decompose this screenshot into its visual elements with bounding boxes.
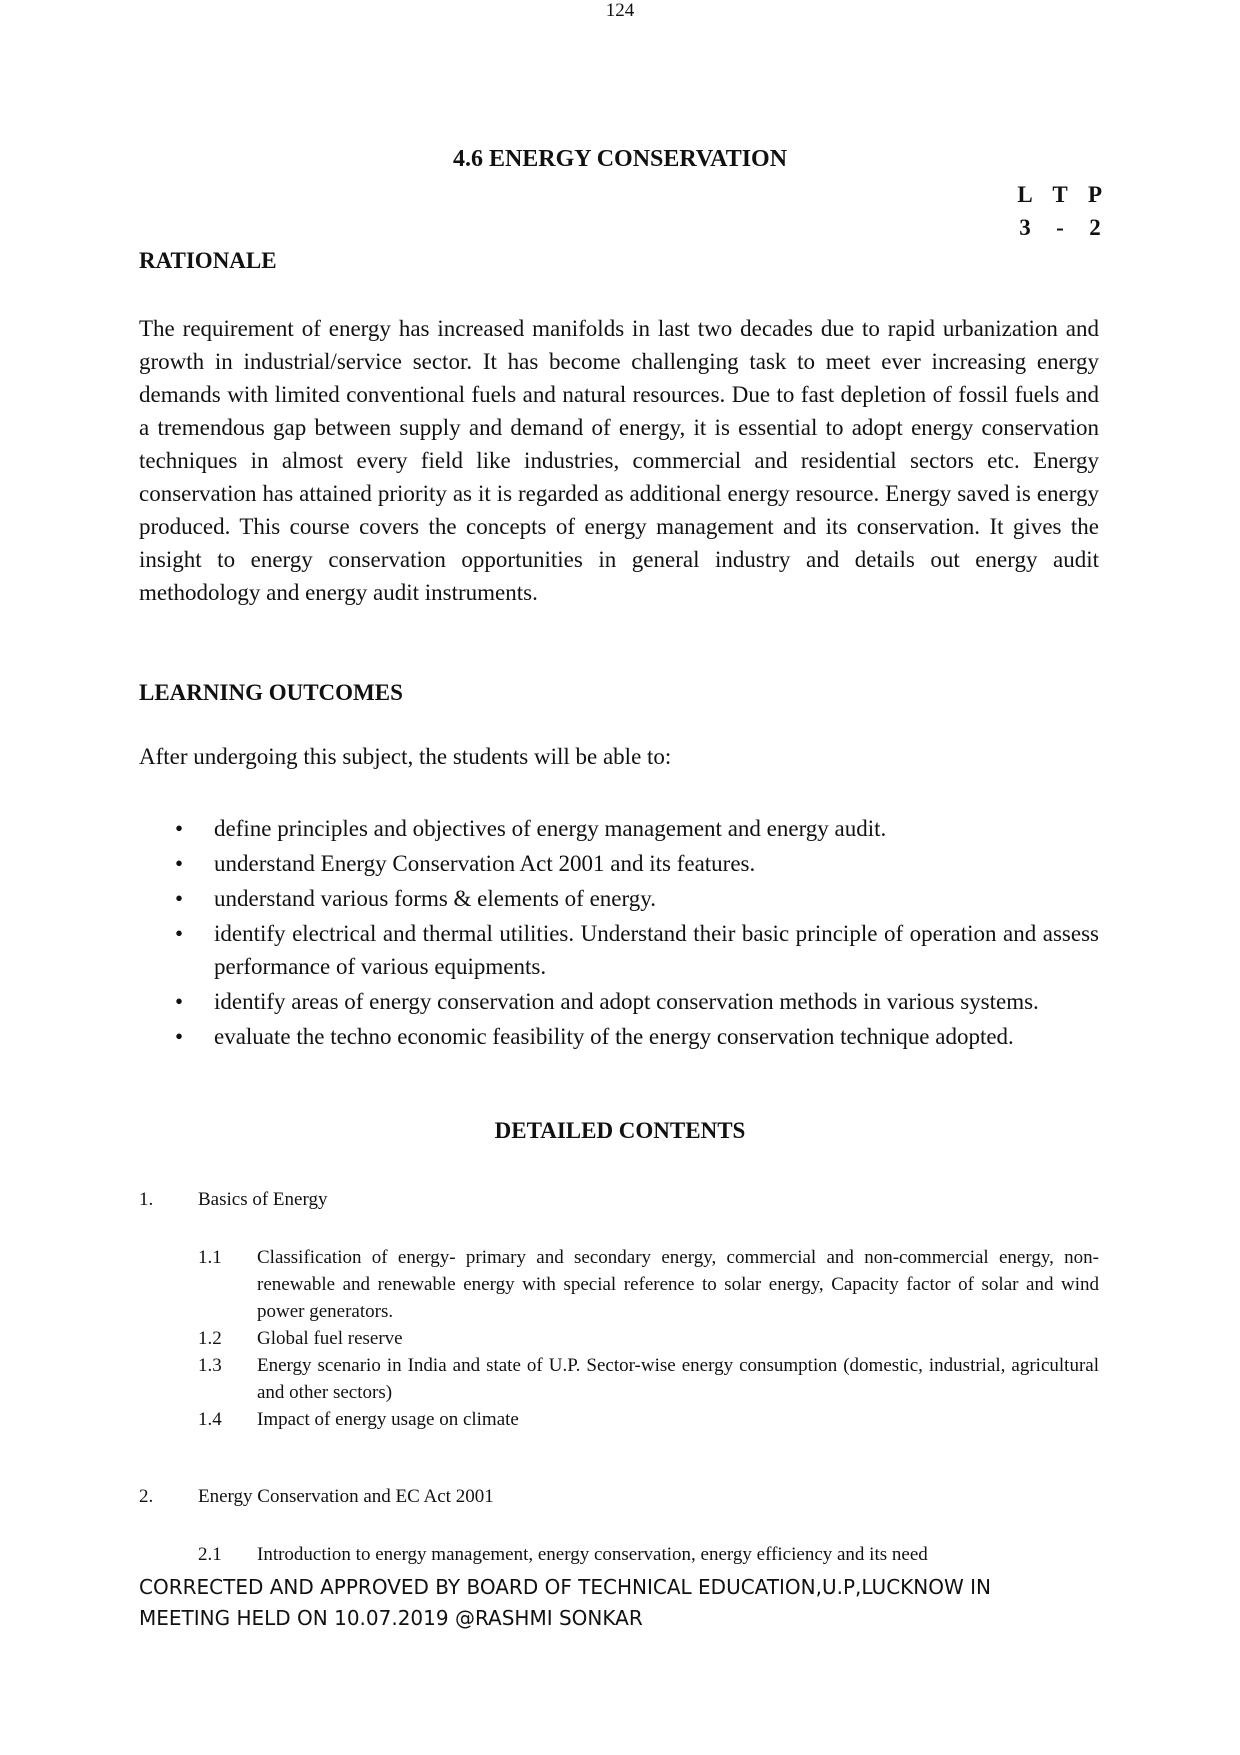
bullet-icon: • <box>174 851 184 876</box>
list-item-text: understand various forms & elements of energy. <box>214 886 656 911</box>
page-number: 124 <box>605 0 635 21</box>
rationale-paragraph: The requirement of energy has increased manifolds in last two decades due to rapid urbanization and growth in industrial/service sector. It has become challenging task to meet ever increasing energy demands with limited conventional fuels and natural resources. Due to fast depletion of fossil fuels and a tremendous gap between supply and demand of energy, it is essential to adopt energy conservation techniques in almost every field like industries, commercial and residential sectors etc. Energy conservation has attained priority as it is regarded as additional energy resource. Energy saved is energy produced. This course covers the concepts of energy management and its conservation. It gives the insight to energy conservation opportunities in general industry and details out energy audit methodology and energy audit instruments. <box>139 316 1099 605</box>
bullet-icon: • <box>174 989 184 1014</box>
list-item-text: define principles and objectives of energy management and energy audit. <box>214 816 887 841</box>
learning-outcomes-heading: LEARNING OUTCOMES <box>139 680 403 705</box>
ltp-header-l: L <box>1017 182 1033 207</box>
list-item <box>139 882 1099 915</box>
list-item-text: identify electrical and thermal utilities. Understand their basic principle of operation and assess performance of various equipments. <box>214 921 1099 979</box>
bullet-icon: • <box>174 816 184 841</box>
ltp-value-p: 2 <box>1089 215 1101 240</box>
topic-item <box>198 1541 1099 1568</box>
topic-number: 1.4 <box>198 1409 222 1430</box>
list-item-text: identify areas of energy conservation and adopt conservation methods in various systems. <box>214 989 1039 1014</box>
detailed-contents-heading: DETAILED CONTENTS <box>494 1118 746 1143</box>
list-item <box>139 985 1099 1018</box>
unit-heading <box>139 1486 494 1508</box>
list-item <box>139 847 1099 880</box>
topic-text: Impact of energy usage on climate <box>257 1409 519 1430</box>
ltp-values-row <box>1015 215 1105 241</box>
topic-item <box>198 1244 1099 1325</box>
unit-number: 2. <box>139 1486 154 1507</box>
ltp-value-t: - <box>1056 215 1064 240</box>
list-item-text: evaluate the techno economic feasibility of the energy conservation technique adopted. <box>214 1024 1014 1049</box>
approval-footer <box>139 1572 1039 1634</box>
footer-line-2: MEETING HELD ON 10.07.2019 @RASHMI SONKAR <box>139 1606 643 1630</box>
list-item <box>139 1020 1099 1053</box>
rationale-heading: RATIONALE <box>139 248 277 273</box>
unit-title: Basics of Energy <box>198 1189 328 1210</box>
unit-heading <box>139 1189 327 1211</box>
footer-line-1: CORRECTED AND APPROVED BY BOARD OF TECHNICAL EDUCATION,U.P,LUCKNOW IN <box>139 1575 991 1599</box>
topic-item <box>198 1406 1099 1433</box>
learning-outcomes-list <box>139 812 1099 1055</box>
ltp-header-p: P <box>1087 182 1103 207</box>
course-title: 4.6 ENERGY CONSERVATION <box>452 146 788 172</box>
topic-item <box>198 1352 1099 1406</box>
ltp-value-l: 3 <box>1019 215 1031 240</box>
bullet-icon: • <box>174 1024 184 1049</box>
unit-topics-list <box>198 1541 1099 1568</box>
bullet-icon: • <box>174 921 184 946</box>
topic-number: 2.1 <box>198 1544 222 1565</box>
topic-text: Introduction to energy management, energy conservation, energy efficiency and its need <box>257 1544 928 1565</box>
learning-outcomes-intro: After undergoing this subject, the students will be able to: <box>139 744 672 769</box>
ltp-header-row <box>1015 182 1105 208</box>
topic-text: Classification of energy- primary and secondary energy, commercial and non-commercial energy, non-renewable and renewable energy with special reference to solar energy, Capacity factor of solar and wind power generators. <box>257 1247 1099 1322</box>
list-item <box>139 917 1099 983</box>
topic-text: Energy scenario in India and state of U.P. Sector-wise energy consumption (domestic, industrial, agricultural and other sectors) <box>257 1355 1099 1403</box>
list-item <box>139 812 1099 845</box>
topic-number: 1.2 <box>198 1328 222 1349</box>
topic-number: 1.1 <box>198 1247 222 1268</box>
list-item-text: understand Energy Conservation Act 2001 and its features. <box>214 851 756 876</box>
unit-number: 1. <box>139 1189 154 1210</box>
topic-text: Global fuel reserve <box>257 1328 403 1349</box>
ltp-header-t: T <box>1052 182 1068 207</box>
topic-item <box>198 1325 1099 1352</box>
topic-number: 1.3 <box>198 1355 222 1376</box>
unit-topics-list <box>198 1244 1099 1433</box>
unit-title: Energy Conservation and EC Act 2001 <box>198 1486 494 1507</box>
bullet-icon: • <box>174 886 184 911</box>
